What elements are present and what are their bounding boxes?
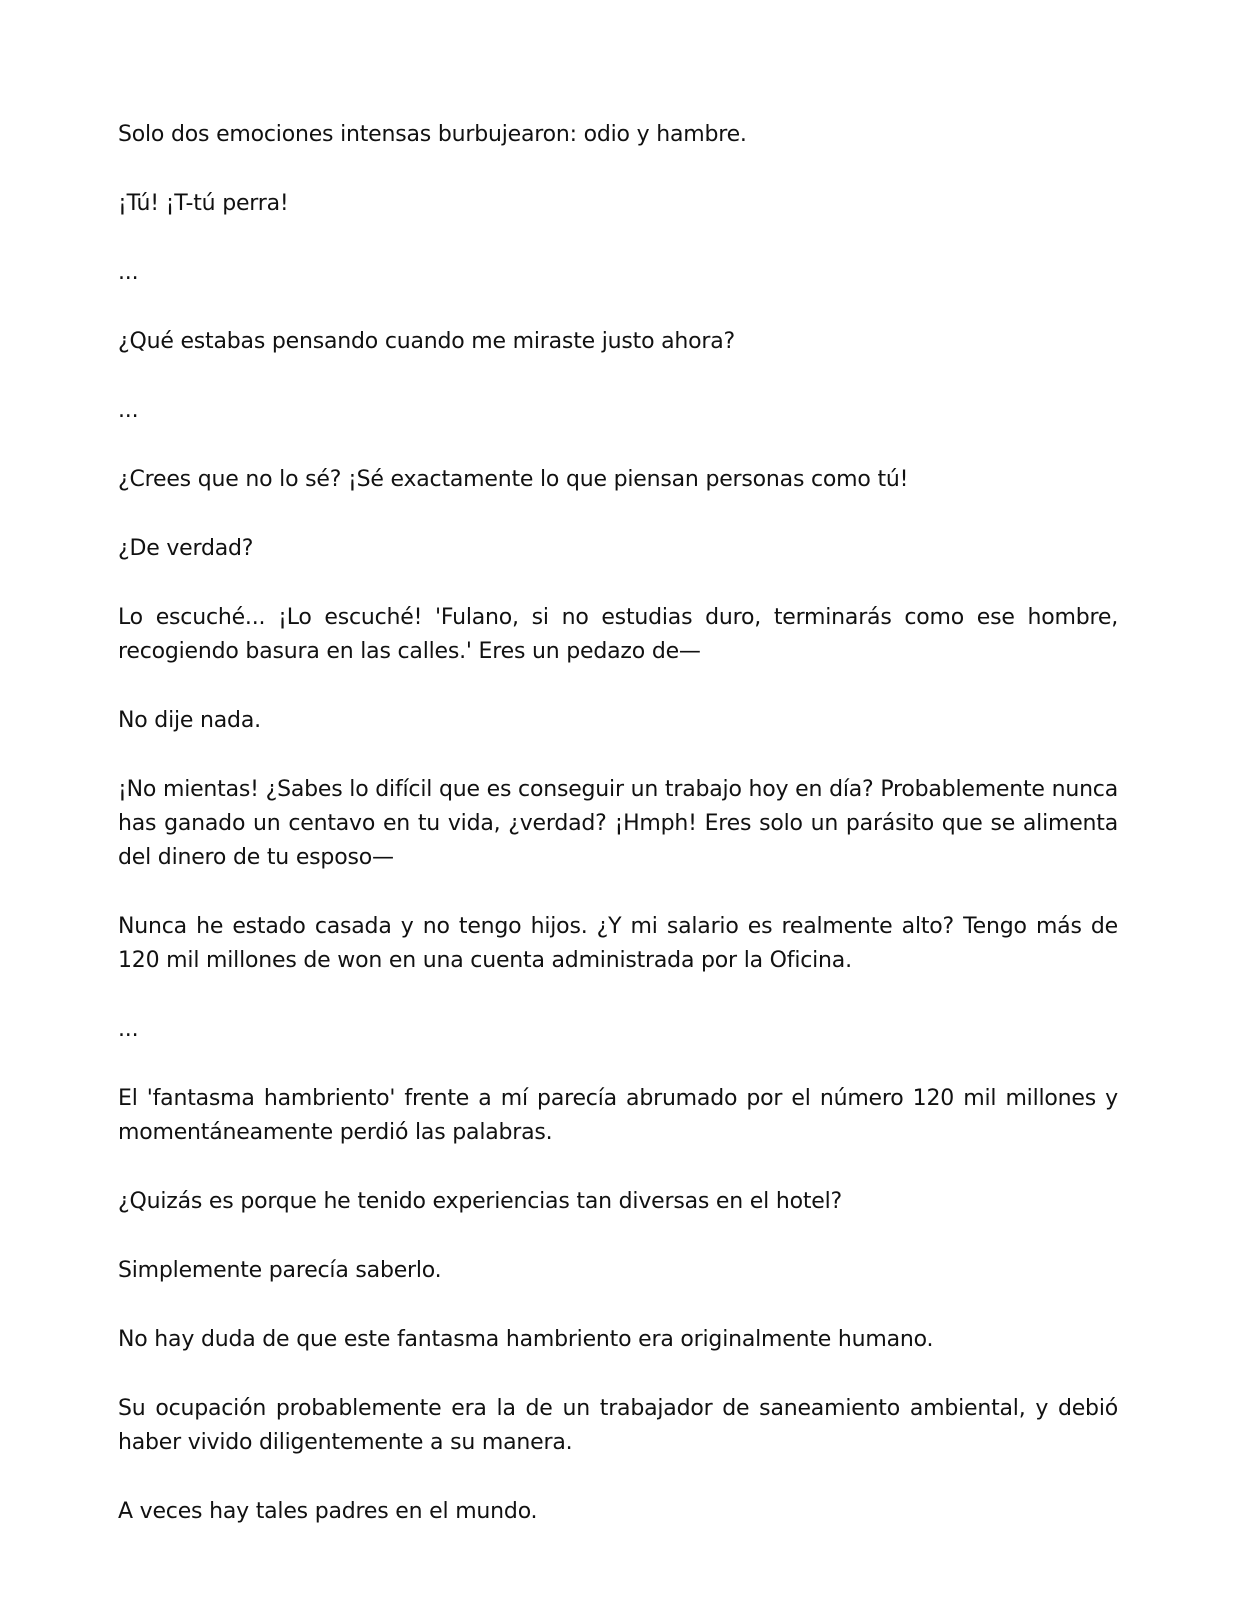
paragraph: Nunca he estado casada y no tengo hijos. ¿Y mi salario es realmente alto? Tengo más de 120 mil millones de won en una cuenta administrada por la Oficina.	[118, 914, 1118, 973]
paragraph: ¿Quizás es porque he tenido experiencias tan diversas en el hotel?	[118, 1189, 842, 1214]
paragraph: ¡No mientas! ¿Sabes lo difícil que es conseguir un trabajo hoy en día? Probablemente nunca has ganado un centavo en tu vida, ¿verdad? ¡Hmph! Eres solo un parásito que se alimenta del dinero de tu esposo—	[118, 777, 1118, 870]
paragraph: Lo escuché... ¡Lo escuché! 'Fulano, si no estudias duro, terminarás como ese hombre, recogiendo basura en las calles.' Eres un pedazo de—	[118, 605, 1118, 664]
paragraph: ...	[118, 398, 139, 423]
paragraph: A veces hay tales padres en el mundo.	[118, 1499, 538, 1524]
paragraph: El 'fantasma hambriento' frente a mí parecía abrumado por el número 120 mil millones y momentáneamente perdió las palabras.	[118, 1086, 1118, 1145]
paragraph: Solo dos emociones intensas burbujearon: odio y hambre.	[118, 122, 747, 147]
document-body	[118, 118, 1118, 1564]
paragraph: ¿De verdad?	[118, 536, 254, 561]
paragraph: Simplemente parecía saberlo.	[118, 1258, 442, 1283]
paragraph: ¿Crees que no lo sé? ¡Sé exactamente lo que piensan personas como tú!	[118, 467, 909, 492]
paragraph: ¿Qué estabas pensando cuando me miraste justo ahora?	[118, 329, 736, 354]
paragraph: ...	[118, 260, 139, 285]
paragraph: Su ocupación probablemente era la de un trabajador de saneamiento ambiental, y debió haber vivido diligentemente a su manera.	[118, 1396, 1118, 1455]
paragraph: ¡Tú! ¡T-tú perra!	[118, 191, 289, 216]
paragraph: ...	[118, 1017, 139, 1042]
paragraph: No dije nada.	[118, 708, 261, 733]
paragraph: No hay duda de que este fantasma hambriento era originalmente humano.	[118, 1327, 934, 1352]
